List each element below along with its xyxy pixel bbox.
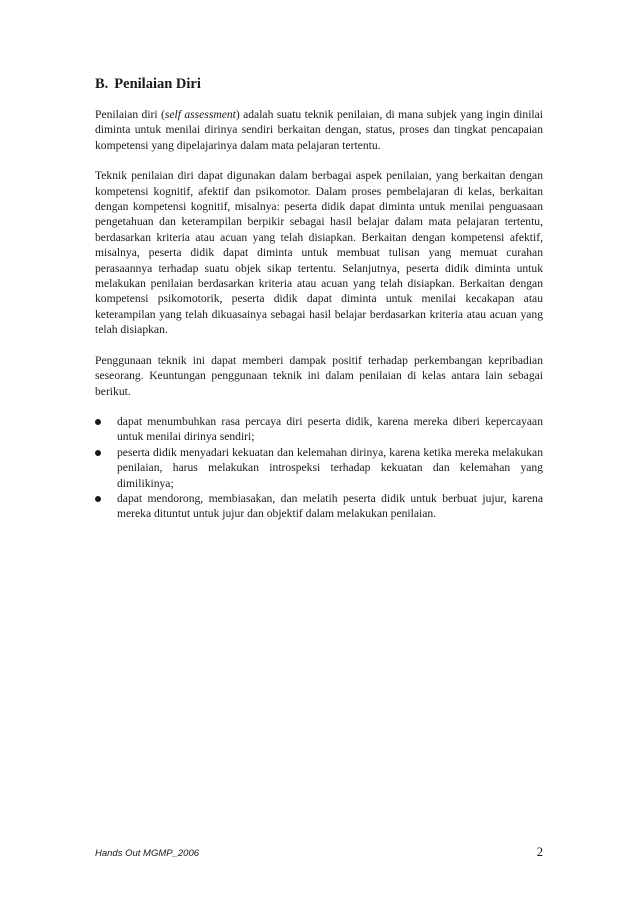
list-item-text: peserta didik menyadari kekuatan dan kelemahan dirinya, karena ketika mereka melakukan penilaian, harus melakukan introspeksi terhadap kekuatan dan kelemahan yang dimilikinya; (117, 445, 543, 490)
page-footer (95, 845, 543, 865)
section-title: Penilaian Diri (114, 76, 201, 92)
footer-source: Hands Out MGMP_2006 (95, 848, 200, 859)
list-item (95, 491, 543, 522)
benefits-list (95, 414, 543, 522)
document-body (95, 75, 543, 522)
list-item-text: dapat mendorong, membiasakan, dan melatih peserta didik untuk berbuat jujur, karena mereka dituntut untuk jujur dan objektif dalam melakukan penilaian. (117, 491, 543, 521)
paragraph-text: ) adalah suatu teknik penilaian, di mana subjek yang ingin dinilai diminta untuk menilai dirinya sendiri berkaitan dengan, status, proses dan tingkat pencapaian kompetensi yang dipelajarinya dalam mata pelajaran tertentu. (95, 108, 543, 152)
bullet-icon (95, 450, 101, 456)
bullet-icon (95, 419, 101, 425)
section-heading (95, 75, 543, 93)
bullet-icon (95, 496, 101, 502)
section-number: B. (95, 76, 109, 92)
list-item (95, 445, 543, 491)
paragraph-text: Penilaian diri ( (95, 108, 165, 121)
paragraph-benefits-intro: Penggunaan teknik ini dapat memberi dampak positif terhadap perkembangan kepribadian seseorang. Keuntungan penggunaan teknik ini dalam penilaian di kelas antara lain sebagai berikut. (95, 353, 543, 398)
paragraph-definition (95, 107, 543, 153)
paragraph-technique: Teknik penilaian diri dapat digunakan dalam berbagai aspek penilaian, yang berkaitan dengan kompetensi kognitif, afektif dan psikomotor. Dalam proses pembelajaran di kelas, berkaitan dengan kompetensi kognitif, misalnya: peserta didik dapat diminta untuk menilai penguasaan pengetahuan dan keterampilan berpikir sebagai hasil belajar dalam mata pelajaran tertentu, berdasarkan kriteria atau acuan yang telah disiapkan. Berkaitan dengan kompetensi afektif, misalnya, peserta didik dapat diminta untuk membuat tulisan yang memuat curahan perasaannya terhadap suatu objek sikap tertentu. Selanjutnya, peserta didik diminta untuk melakukan penilaian berdasarkan kriteria atau acuan yang telah disiapkan. Berkaitan dengan kompetensi psikomotorik, peserta didik dapat diminta untuk menilai kecakapan atau keterampilan yang telah dikuasainya sebagai hasil belajar berdasarkan kriteria atau acuan yang telah disiapkan. (95, 169, 543, 337)
italic-term: self assessment (164, 108, 236, 121)
list-item-text: dapat menumbuhkan rasa percaya diri peserta didik, karena mereka diberi kepercayaan untuk menilai dirinya sendiri; (117, 414, 543, 444)
list-item (95, 414, 543, 445)
page-number: 2 (536, 845, 543, 859)
